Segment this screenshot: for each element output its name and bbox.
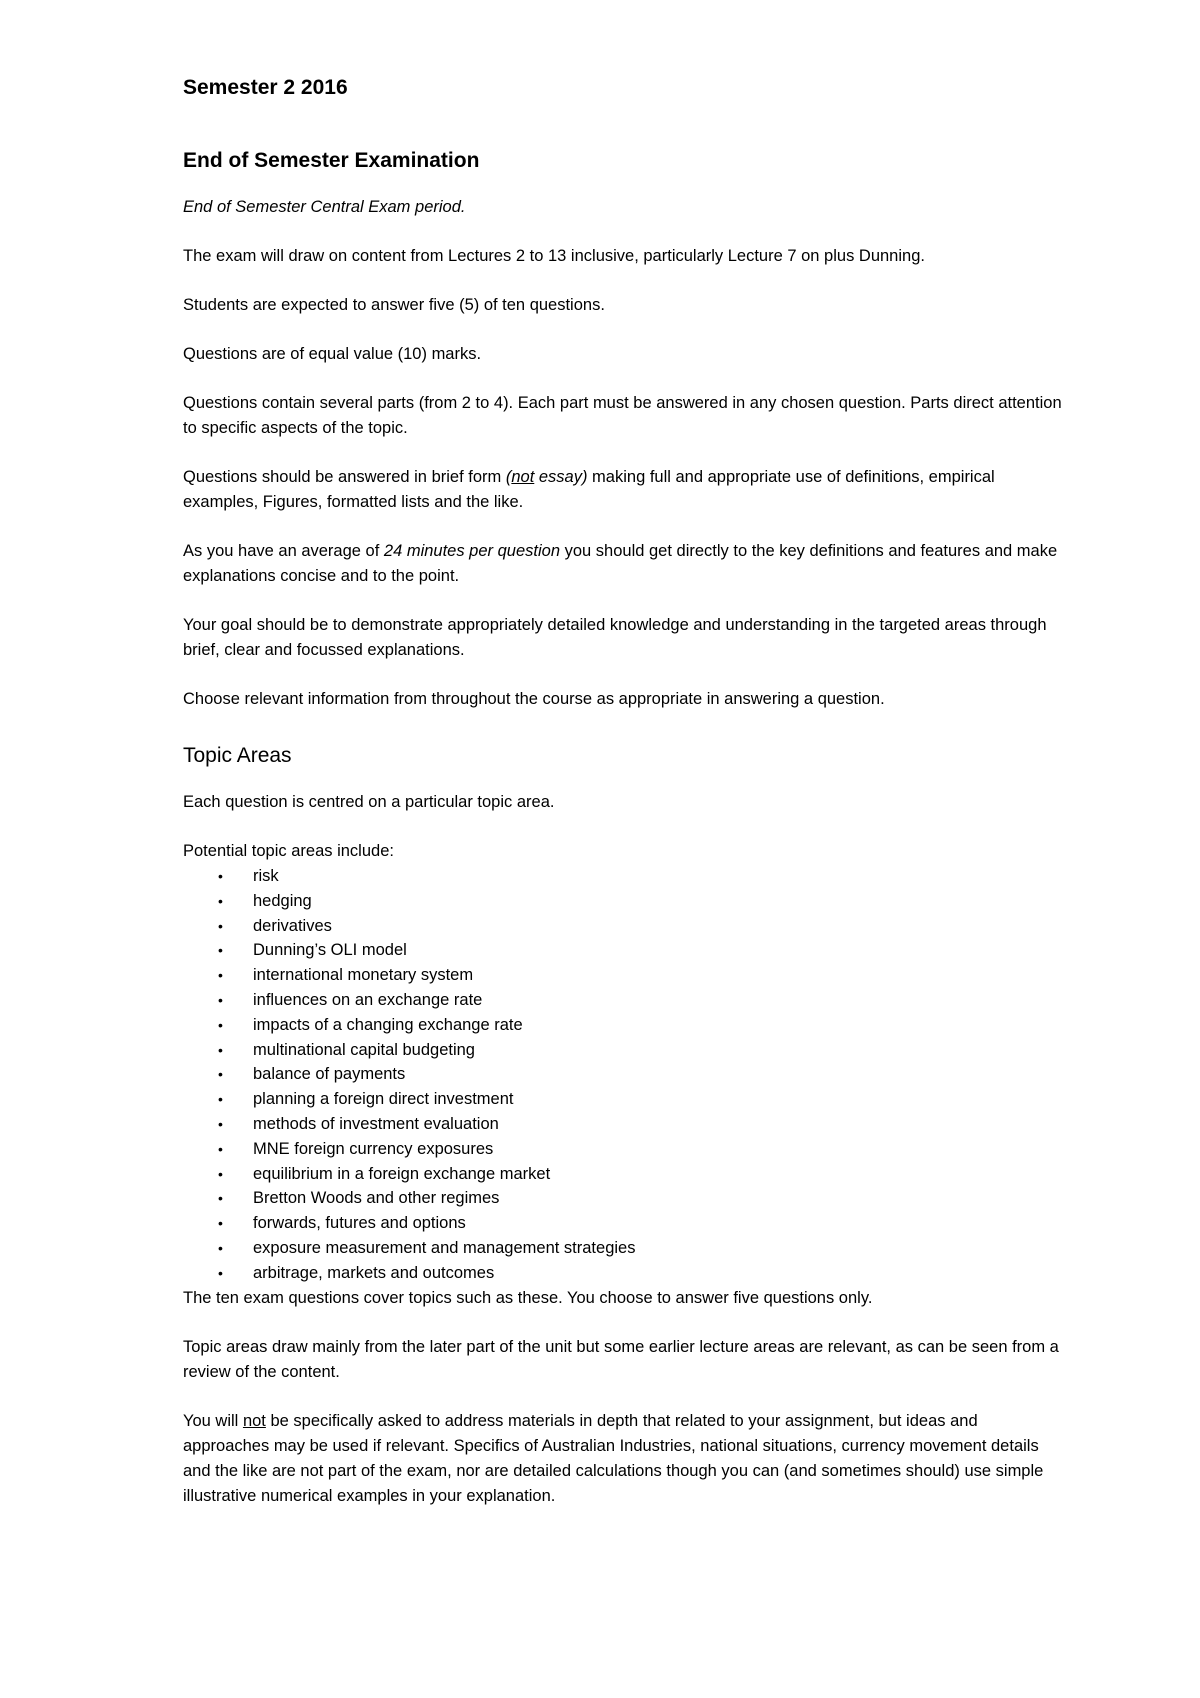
brief-form-open-paren: (: [505, 468, 512, 486]
lecture-content-text: The exam will draw on content from Lectures 2 to 13 inclusive, particularly Lecture 7 on plus Dunning.: [183, 247, 925, 265]
bullet-icon: •: [218, 1215, 223, 1232]
topic-list-item: [218, 963, 1063, 988]
topic-list-item: [218, 1236, 1063, 1261]
bullet-icon: •: [218, 942, 223, 959]
exam-title: End of Semester Examination: [183, 149, 480, 172]
bullet-icon: •: [218, 1239, 223, 1256]
topic-list-item: [218, 889, 1063, 914]
topic-list-item: [218, 864, 1063, 889]
bullet-icon: •: [218, 1264, 223, 1281]
topic-list-item: [218, 1261, 1063, 1286]
topic-label: arbitrage, markets and outcomes: [253, 1263, 495, 1282]
bullet-icon: •: [218, 1140, 223, 1157]
cover-text: The ten exam questions cover topics such as these. You choose to answer five questions only.: [183, 1288, 873, 1307]
semester-heading: Semester 2 2016: [183, 76, 348, 99]
topic-list-item: [218, 914, 1063, 939]
topic-list-item: [218, 1186, 1063, 1211]
brief-form-post: making full and appropriate use of definitions, empirical examples, Figures, formatted lists and the like.: [183, 468, 995, 511]
topic-label: risk: [253, 867, 279, 885]
topic-label: impacts of a changing exchange rate: [253, 1015, 523, 1034]
topic-label: international monetary system: [253, 966, 474, 985]
goal-text: Your goal should be to demonstrate appropriately detailed knowledge and understanding in the targeted areas through brief, clear and focussed explanations.: [183, 616, 1047, 659]
average-time-paragraph: [183, 539, 1063, 589]
topic-list-item: [218, 1087, 1063, 1112]
brief-form-paragraph: [183, 465, 1063, 515]
not-post: be specifically asked to address materials in depth that related to your assignment, but ideas and approaches may be used if relevant. Specifics of Australian Industries, national situations, currency movement details and the like are not part of the exam, nor are detailed calculations though you can (and sometimes should) use simple illustrative numerical examples in your explanation.: [183, 1411, 1044, 1505]
centred-text: Each question is centred on a particular topic area.: [183, 793, 555, 811]
topic-list: [183, 864, 1063, 1286]
bullet-icon: •: [218, 1165, 223, 1182]
bullet-icon: •: [218, 1190, 223, 1207]
average-italic: 24 minutes per question: [383, 542, 561, 560]
topic-label: balance of payments: [253, 1065, 406, 1084]
topic-label: equilibrium in a foreign exchange market: [253, 1164, 551, 1183]
bullet-icon: •: [218, 868, 223, 884]
bullet-icon: •: [218, 917, 223, 934]
topic-label: planning a foreign direct investment: [253, 1090, 514, 1109]
question-parts-text: Questions contain several parts (from 2 to 4). Each part must be answered in any chosen question. Parts direct attention to specific aspects of the topic.: [183, 394, 1062, 437]
topic-list-item: [218, 1211, 1063, 1236]
topic-list-item: [218, 1112, 1063, 1137]
bullet-icon: •: [218, 1091, 223, 1108]
topic-list-intro: Potential topic areas include:: [183, 842, 394, 860]
brief-form-essay: essay): [534, 468, 588, 486]
topic-label: influences on an exchange rate: [253, 990, 483, 1009]
equal-value-text: Questions are of equal value (10) marks.: [183, 345, 482, 363]
exam-period-text: End of Semester Central Exam period.: [183, 198, 466, 216]
document-content: [183, 74, 1063, 1509]
average-pre: As you have an average of: [183, 542, 384, 560]
topic-list-item: [218, 988, 1063, 1013]
topic-label: MNE foreign currency exposures: [253, 1139, 494, 1158]
topic-label: exposure measurement and management strategies: [253, 1238, 636, 1257]
bullet-icon: •: [218, 1115, 223, 1132]
topic-label: Dunning’s OLI model: [253, 941, 407, 960]
topic-label: hedging: [253, 891, 312, 910]
choose-text: Choose relevant information from throughout the course as appropriate in answering a question.: [183, 690, 885, 708]
topic-list-item: [218, 1038, 1063, 1063]
bullet-icon: •: [218, 967, 223, 984]
bullet-icon: •: [218, 1066, 223, 1083]
not-asked-paragraph: [183, 1409, 1063, 1509]
topic-label: multinational capital budgeting: [253, 1040, 475, 1059]
bullet-icon: •: [218, 1041, 223, 1058]
topic-list-item: [218, 1162, 1063, 1187]
answer-count-text: Students are expected to answer five (5) of ten questions.: [183, 296, 605, 314]
average-post: you should get directly to the key definitions and features and make explanations concise and to the point.: [183, 542, 1058, 585]
bullet-icon: •: [218, 991, 223, 1008]
topic-label: forwards, futures and options: [253, 1214, 466, 1233]
brief-form-not: not: [511, 468, 535, 486]
topic-areas-heading: Topic Areas: [183, 744, 292, 767]
bullet-icon: •: [218, 1016, 223, 1033]
not-word: not: [242, 1411, 266, 1430]
topic-label: methods of investment evaluation: [253, 1114, 499, 1133]
topic-list-item: [218, 1062, 1063, 1087]
topic-list-item: [218, 1137, 1063, 1162]
topic-list-item: [218, 1013, 1063, 1038]
not-pre: You will: [183, 1411, 243, 1430]
topic-label: Bretton Woods and other regimes: [253, 1189, 500, 1208]
bullet-icon: •: [218, 892, 223, 909]
draw-mainly-text: Topic areas draw mainly from the later part of the unit but some earlier lecture areas are relevant, as can be seen from a review of the content.: [183, 1337, 1059, 1381]
topic-list-item: [218, 938, 1063, 963]
topic-label: derivatives: [253, 916, 332, 935]
brief-form-pre: Questions should be answered in brief form: [183, 468, 506, 486]
